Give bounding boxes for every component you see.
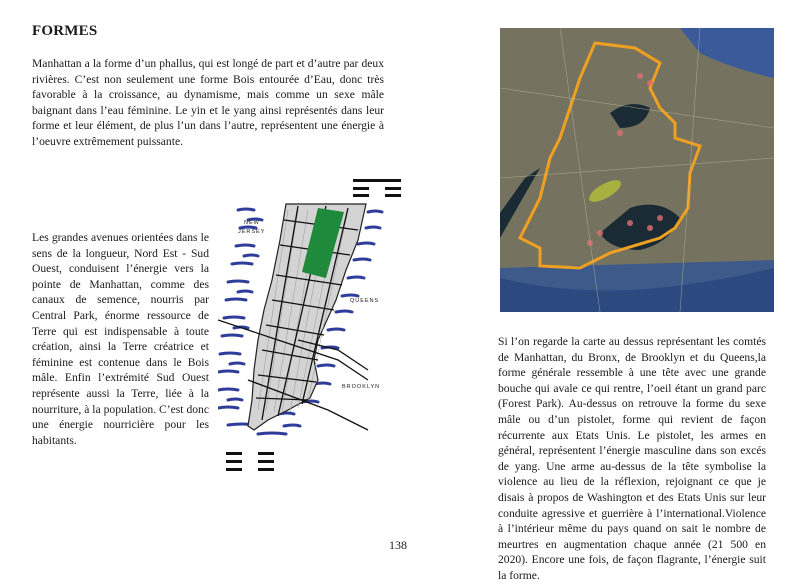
page-title: FORMES — [32, 23, 98, 39]
trigram-top-icon — [353, 178, 401, 202]
avenues-paragraph: Les grandes avenues orientées dans le sens de la longueur, Nord Est - Sud Ouest, conduisent l’énergie vers la pointe de Manhattan, comme des canaux de semence, nourris par Central Park, énorme ressource de Terre qui est indispensable à toute création, ainsi la Terre créatrice et féminine est contenue dans le Bois mâle. Enfin l’extrémité Sud Ouest représente aussi la Terre, liée à la nourriture, à la population. C’est donc une énergie nourricière pour les habitants. — [32, 231, 209, 447]
svg-text:JERSEY: JERSEY — [238, 229, 266, 235]
intro-paragraph: Manhattan a la forme d’un phallus, qui est longé de part et d’autre par deux rivières. C’est non seulement une forme Bois entourée d’Eau, donc très favorable à la croissance, au dynamisme, mais comme un sexe mâle baignant dans l’eau féminine. Le yin et le yang ainsi représentés dans leur forme et leur élément, de plus l’un dans l’autre, représentent une énergie à l’oeuvre extrêmement puissante. — [32, 57, 384, 148]
svg-text:NEW: NEW — [244, 220, 260, 226]
satellite-map — [500, 28, 774, 312]
page-number: 138 — [389, 538, 407, 552]
trigram-bottom-icon — [226, 450, 276, 474]
manhattan-map — [218, 200, 408, 440]
map-analysis-paragraph: Si l’on regarde la carte au dessus représentant les comtés de Manhattan, du Bronx, de Brooklyn et du Queens,la forme générale ressemble à une tête avec une grande bouche qui avale ce qui rentre, l’oeil étant un grand parc (Forest Park). Au-dessus on retrouve la forme du sexe mâle ou d’un pistolet, forme qui revient de façon récurrente aux Etats Unis. Le pistolet, les armes en général, représentent l’énergie masculine dans son excés de yang. Une arme au-dessus de la tête symbolise la violence au lieu de la réflexion, rejoignant ce que je disais à propos de Washington et des Etats Unis sur leur conduite agressive et guerrière à l’international.Violence à l’intérieur même du pays quand on sait le nombre de meurtres en augmentation chaque année (21 500 en 2020). Encore une fois, de façon flagrante, l’énergie suit la forme. — [498, 335, 766, 582]
svg-text:QUEENS: QUEENS — [350, 298, 380, 304]
svg-text:BROOKLYN: BROOKLYN — [342, 384, 381, 390]
